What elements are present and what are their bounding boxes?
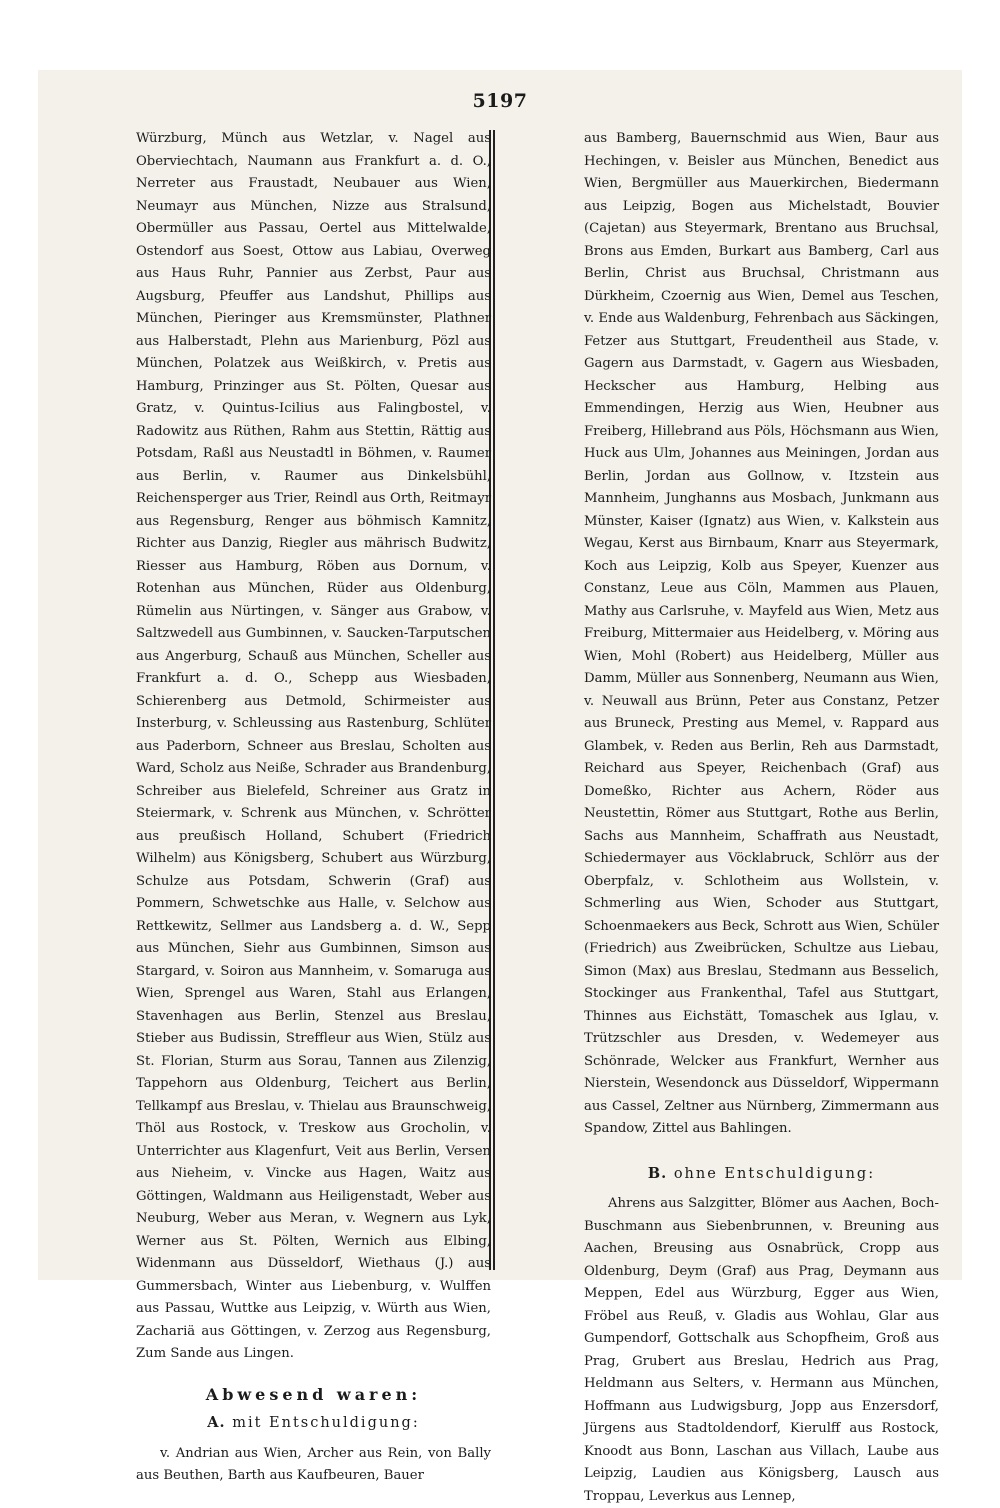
subheading-b [584, 1163, 939, 1186]
absent-excused-list-continued: aus Bamberg, Bauernschmid aus Wien, Baur aus Hechingen, v. Beisler aus München, Benedict aus Wien, Bergmüller aus Mauerkirchen, Biedermann aus Leipzig, Bogen aus Michelstadt, Bouvier (Cajetan) aus Steyermark, Brentano aus Bruchsal, Brons aus Emden, Burkart aus Bamberg, Carl aus Berlin, Christ aus Bruchsal, Christmann aus Dürkheim, Czoernig aus Wien, Demel aus Teschen, v. Ende aus Waldenburg, Fehrenbach aus Säckingen, Fetzer aus Stuttgart, Freudentheil aus Stade, v. Gagern aus Darmstadt, v. Gagern aus Wiesbaden, Heckscher aus Hamburg, Helbing aus Emmendingen, Herzig aus Wien, Heubner aus Freiberg, Hillebrand aus Pöls, Höchsmann aus Wien, Huck aus Ulm, Johannes aus Meiningen, Jordan aus Berlin, Jordan aus Gollnow, v. Itzstein aus Mannheim, Junghanns aus Mosbach, Junkmann aus Münster, Kaiser (Ignatz) aus Wien, v. Kalkstein aus Wegau, Kerst aus Birnbaum, Knarr aus Steyermark, Koch aus Leipzig, Kolb aus Speyer, Kuenzer aus Constanz, Leue aus Cöln, Mammen aus Plauen, Mathy aus Carlsruhe, v. Mayfeld aus Wien, Metz aus Freiburg, Mittermaier aus Heidelberg, v. Möring aus Wien, Mohl (Robert) aus Heidelberg, Müller aus Damm, Müller aus Sonnenberg, Neumann aus Wien, v. Neuwall aus Brünn, Peter aus Constanz, Petzer aus Bruneck, Presting aus Memel, v. Rappard aus Glambek, v. Reden aus Berlin, Reh aus Darmstadt, Reichard aus Speyer, Reichenbach (Graf) aus Domeßko, Richter aus Achern, Röder aus Neustettin, Römer aus Stuttgart, Rothe aus Berlin, Sachs aus Mannheim, Schaffrath aus Neustadt, Schiedermayer aus Vöcklabruck, Schlörr aus der Oberpfalz, v. Schlotheim aus Wollstein, v. Schmerling aus Wien, Schoder aus Stuttgart, Schoenmaekers aus Beck, Schrott aus Wien, Schüler (Friedrich) aus Zweibrücken, Schultze aus Liebau, Simon (Max) aus Breslau, Stedmann aus Besselich, Stockinger aus Frankenthal, Tafel aus Stuttgart, Thinnes aus Eichstätt, Tomaschek aus Iglau, v. Trützschler aus Dresden, v. Wedemeyer aus Schönrade, Welcker aus Frankfurt, Wernher aus Nierstein, Wesendonck aus Düsseldorf, Wippermann aus Cassel, Zeltner aus Nürnberg, Zimmermann aus Spandow, Zittel aus Bahlingen. [584, 131, 939, 1136]
absent-unexcused-list: Ahrens aus Salzgitter, Blömer aus Aachen, Boch-Buschmann aus Siebenbrunnen, v. Breuning aus Aachen, Breusing aus Osnabrück, Cropp aus Oldenburg, Deym (Graf) aus Prag, Deymann aus Meppen, Edel aus Würzburg, Egger aus Wien, Fröbel aus Reuß, v. Gladis aus Wohlau, Glar aus Gumpendorf, Gottschalk aus Schopfheim, Groß aus Prag, Grubert aus Breslau, Hedrich aus Prag, Heldmann aus Selters, v. Hermann aus München, Hoffmann aus Ludwigsburg, Jopp aus Enzersdorf, Jürgens aus Stadtoldendorf, Kierulff aus Rostock, Knoodt aus Bonn, Laschan aus Villach, Laube aus Leipzig, Laudien aus Königsberg, Lausch aus Troppau, Leverkus aus Lennep, [584, 1196, 939, 1504]
absent-heading: Abwesend waren: [205, 1384, 422, 1404]
right-column [584, 128, 939, 1508]
subheading-b-text: ohne Entschuldigung: [673, 1165, 876, 1182]
left-column-text: Würzburg, Münch aus Wetzlar, v. Nagel aus Oberviechtach, Naumann aus Frankfurt a. d. O., Nerreter aus Fraustadt, Neubauer aus Wien, Neumayr aus München, Nizze aus Stralsund, Obermüller aus Passau, Oertel aus Mittelwalde, Ostendorf aus Soest, Ottow aus Labiau, Overweg aus Haus Ruhr, Pannier aus Zerbst, Paur aus Augsburg, Pfeuffer aus Landshut, Phillips aus München, Pieringer aus Kremsmünster, Plathner aus Halberstadt, Plehn aus Marienburg, Pözl aus München, Polatzek aus Weißkirch, v. Pretis aus Hamburg, Prinzinger aus St. Pölten, Quesar aus Gratz, v. Quintus-Icilius aus Falingbostel, v. Radowitz aus Rüthen, Rahm aus Stettin, Rättig aus Potsdam, Raßl aus Neustadtl in Böhmen, v. Raumer aus Berlin, v. Raumer aus Dinkelsbühl, Reichensperger aus Trier, Reindl aus Orth, Reitmayr aus Regensburg, Renger aus böhmisch Kamnitz, Richter aus Danzig, Riegler aus mährisch Budwitz, Riesser aus Hamburg, Röben aus Dornum, v. Rotenhan aus München, Rüder aus Oldenburg, Rümelin aus Nürtingen, v. Sänger aus Grabow, v. Saltzwedell aus Gumbinnen, v. Saucken-Tarputschen aus Angerburg, Schauß aus München, Scheller aus Frankfurt a. d. O., Schepp aus Wiesbaden, Schierenberg aus Detmold, Schirmeister aus Insterburg, v. Schleussing aus Rastenburg, Schlüter aus Paderborn, Schneer aus Breslau, Scholten aus Ward, Scholz aus Neiße, Schrader aus Brandenburg, Schreiber aus Bielefeld, Schreiner aus Gratz in Steiermark, v. Schrenk aus München, v. Schrötter aus preußisch Holland, Schubert (Friedrich Wilhelm) aus Königsberg, Schubert aus Würzburg, Schulze aus Potsdam, Schwerin (Graf) aus Pommern, Schwetschke aus Halle, v. Selchow aus Rettkewitz, Sellmer aus Landsberg a. d. W., Sepp aus München, Siehr aus Gumbinnen, Simson aus Stargard, v. Soiron aus Mannheim, v. Somaruga aus Wien, Sprengel aus Waren, Stahl aus Erlangen, Stavenhagen aus Berlin, Stenzel aus Breslau, Stieber aus Budissin, Streffleur aus Wien, Stülz aus St. Florian, Sturm aus Sorau, Tannen aus Zilenzig, Tappehorn aus Oldenburg, Teichert aus Berlin, Tellkampf aus Breslau, v. Thielau aus Braunschweig, Thöl aus Rostock, v. Treskow aus Grocholin, v. Unterrichter aus Klagenfurt, Veit aus Berlin, Versen aus Nieheim, v. Vincke aus Hagen, Waitz aus Göttingen, Waldmann aus Heiligenstadt, Weber aus Neuburg, Weber aus Meran, v. Wegnern aus Lyk, Werner aus St. Pölten, Wernich aus Elbing, Widenmann aus Düsseldorf, Wiethaus (J.) aus Gummersbach, Winter aus Liebenburg, v. Wulffen aus Passau, Wuttke aus Leipzig, v. Würth aus Wien, Zachariä aus Göttingen, v. Zerzog aus Regensburg, Zum Sande aus Lingen. [136, 131, 491, 1361]
left-column [136, 128, 491, 1488]
subheading-b-letter: B. [647, 1164, 668, 1182]
page-number: 5197 [472, 90, 528, 112]
subheading-a-letter: A. [207, 1414, 226, 1431]
subheading-a-text: mit Entschuldigung: [232, 1415, 420, 1431]
document-page [38, 70, 962, 1504]
absent-excused-list-start: v. Andrian aus Wien, Archer aus Rein, von Bally aus Beuthen, Barth aus Kaufbeuren, Bauer [136, 1445, 491, 1483]
subheading-a [136, 1412, 491, 1435]
